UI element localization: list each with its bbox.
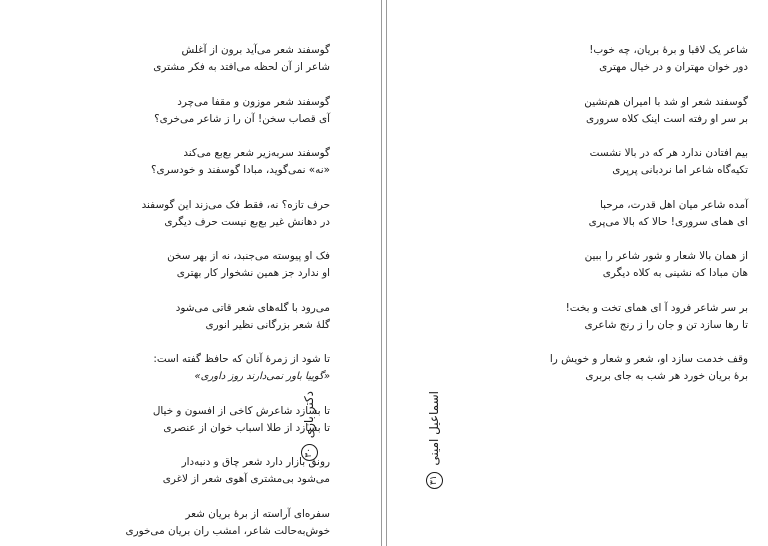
verse-line: گوسفند شعر موزون و مقفا می‌چرد: [177, 95, 330, 108]
stanza: [96, 94, 330, 128]
verse-line: ای همای سروری! حالا که بالا می‌پری: [588, 215, 748, 228]
verse-line: تکیه‌گاه شاعر اما نردبانی پرپری: [612, 164, 748, 176]
verse-line: هان مبادا که نشینی به کلاه دیگری: [602, 267, 748, 279]
verse-line: گلهٔ شعر بزرگانی نظیر انوری: [205, 318, 330, 331]
verse-line: رونق بازار دارد شعر چاق و دنبه‌دار: [181, 456, 330, 468]
verse-line: تا رها سازد تن و جان را ز رنج شاعری: [584, 318, 748, 331]
stanza: [538, 300, 748, 334]
verse-line: می‌شود بی‌مشتری آهوی شعر از لاغری: [162, 473, 330, 485]
stanza: [538, 42, 748, 76]
running-title-text: دکتر بازی: [302, 391, 316, 439]
page-gutter-line: [386, 0, 387, 546]
verse-line: از همان بالا شعار و شور شاعر را ببین: [584, 250, 748, 262]
verse-line: بر سر او رفته است اینک کلاه سروری: [586, 112, 748, 125]
left-running-title: [298, 391, 320, 501]
page-gutter-line: [381, 0, 382, 546]
stanza: [96, 197, 330, 231]
verse-line: خوش‌به‌حالت شاعر، امشب ران بریان می‌خوری: [125, 524, 330, 537]
stanza: [96, 454, 330, 488]
verse-line: تا بسازد از طلا اسباب خوان از عنصری: [163, 421, 330, 434]
stanza: [96, 506, 330, 540]
stanza: [538, 197, 748, 231]
right-running-title: [423, 391, 445, 501]
stanza: [96, 248, 330, 282]
stanza: [538, 351, 748, 385]
stanza: [96, 351, 330, 385]
right-page-poem: [538, 42, 748, 403]
verse-line: وقف خدمت سازد او، شعر و شعار و خویش را: [549, 353, 748, 365]
stanza: [538, 94, 748, 128]
verse-line: آی قصاب سخن! آن را ز شاعر می‌خری؟: [154, 112, 330, 125]
verse-line: تا شود از زمرهٔ آنان که حافظ گفته است:: [153, 353, 330, 365]
verse-line: گوسفند شعر او شد با امیران هم‌نشین: [584, 95, 748, 108]
verse-line: می‌رود با گله‌های شعر قاتی می‌شود: [175, 301, 330, 314]
verse-line: «نه» نمی‌گوید، مبادا گوسفند و خودسری؟: [150, 164, 330, 176]
verse-line: شاعر یک لاقبا و برهٔ بریان، چه خوب!: [589, 44, 748, 56]
stanza: [96, 403, 330, 437]
verse-line: برهٔ بریان خورد هر شب به جای بربری: [585, 370, 748, 382]
verse-line: بیم افتادن ندارد هر که در بالا نشست: [589, 147, 748, 159]
verse-line: گوسفند سربه‌زیر شعر بع‌بع می‌کند: [183, 147, 330, 159]
verse-line: حرف تازه؟ نه، فقط فک می‌زند این گوسفند: [141, 198, 330, 211]
verse-line: در دهانش غیر بع‌بع نیست حرف دیگری: [164, 215, 330, 228]
stanza: [96, 300, 330, 334]
verse-line: او ندارد جز همین نشخوار کار بهتری: [176, 267, 330, 279]
stanza: [96, 145, 330, 179]
verse-line: دور خوان مهتران و در خیال مهتری: [599, 61, 748, 73]
stanza: [538, 248, 748, 282]
verse-line: آمده شاعر میان اهل قدرت، مرحبا: [599, 198, 748, 211]
verse-line: شاعر از آن لحظه می‌افتد به فکر مشتری: [153, 61, 330, 73]
page-number-badge: ۳۰: [301, 444, 318, 461]
verse-line: سفره‌ای آراسته از برهٔ بریان شعر: [185, 507, 330, 520]
verse-line: فک او پیوسته می‌جنبد، نه از بهر سخن: [167, 250, 330, 262]
left-page-poem: [96, 42, 330, 546]
running-title-text: اسماعیل امینی: [427, 391, 441, 466]
stanza: [538, 145, 748, 179]
verse-line: گوسفند شعر می‌آید برون از آغلش: [181, 44, 330, 56]
stanza: [96, 42, 330, 76]
page-number-badge: ۳۱: [426, 472, 443, 489]
verse-line-quoted: «گوییا باور نمی‌دارند روز داوری»: [194, 371, 330, 382]
verse-line: بر سر شاعر فرود آ ای همای تخت و بخت!: [565, 301, 748, 314]
verse-line: تا بسازد شاعرش کاخی از افسون و خیال: [152, 404, 330, 417]
